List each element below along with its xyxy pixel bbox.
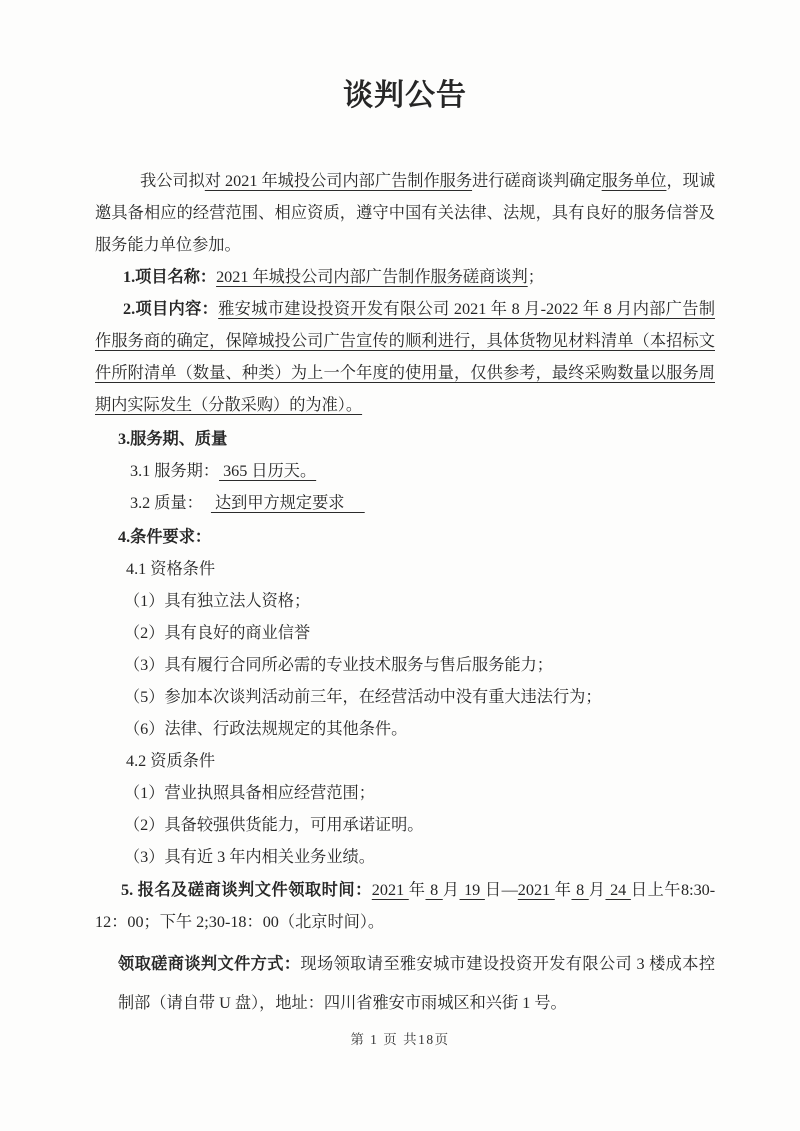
text-segment: 2021 (371, 881, 409, 899)
text-segment: 对 2021 年城投公司内部广告制作服务 (204, 172, 473, 190)
credential-item-1 (95, 777, 715, 809)
text-segment: 2.项目内容： (123, 300, 219, 318)
text-segment: （2）具备较强供货能力，可用承诺证明。 (124, 816, 424, 834)
item-2-project-content (95, 293, 715, 421)
text-segment: 雅安城市建设投资开发有限公司 2021 年 8 月-2022 年 8 月内部广告制作服务商的确定，保障城投公司广告宣传的顺利进行，具体货物见材料清单（本招标文件所附清单（数量、种类）为上一个年度的使用量，仅供参考，最终采购数量以服务周期内实际发生（分散采购）的为准）。 (95, 300, 716, 414)
text-segment: 领取磋商谈判文件方式： (118, 955, 301, 973)
item-3-service-period-heading (95, 423, 715, 455)
qualification-item-2 (95, 617, 715, 649)
qualification-item-3 (95, 649, 715, 681)
text-segment: 5. 报名及磋商谈判文件领取时间： (121, 881, 372, 899)
text-segment: 4.条件要求： (118, 528, 212, 546)
text-segment: 2021 年城投公司内部广告制作服务磋商谈判 (216, 268, 528, 286)
text-segment: （2）具有良好的商业信誉 (124, 624, 311, 642)
text-segment: （6）法律、行政法规规定的其他条件。 (124, 720, 408, 738)
item-5-document-collection-time (95, 874, 715, 938)
page-title: 谈判公告 (343, 79, 467, 112)
page-footer: 第 1 页 共18页 (350, 1032, 450, 1047)
text-segment (195, 494, 211, 512)
text-segment: （1）具有独立法人资格； (124, 592, 311, 610)
text-segment: 24 (605, 881, 631, 899)
document-body (95, 165, 715, 1023)
document-collection-method (95, 945, 715, 1023)
text-segment: 现场领取请至雅安城市建设投资开发有限公司 3 楼成本控制部（请自带 U 盘），地址：四川省雅安市雨城区和兴街 1 号。 (118, 955, 716, 1012)
text-segment: 4.2 资质条件 (126, 752, 216, 770)
qualification-item-6 (95, 713, 715, 745)
text-segment: 年 (408, 881, 426, 899)
text-segment: 19 (459, 881, 485, 899)
text-segment: ，现诚邀具备相应的经营范围、相应资质，遵守中国有关法律、法规，具有良好的服务信誉及服务能力单位参加。 (95, 172, 716, 254)
item-3-2-quality (95, 487, 715, 519)
intro-paragraph (95, 165, 715, 261)
item-1-project-name (95, 261, 715, 293)
credential-item-2 (95, 809, 715, 841)
text-segment: （3）具有近 3 年内相关业务业绩。 (124, 848, 375, 866)
text-segment: 日上午8:30-12：00；下午 2;30-18：00（北京时间）。 (95, 881, 716, 931)
text-segment: 1.项目名称： (123, 268, 217, 286)
item-4-conditions-heading (95, 521, 715, 553)
text-segment: 8 (571, 881, 589, 899)
text-segment: 年 (554, 881, 572, 899)
text-segment: 服务单位 (601, 172, 667, 190)
text-segment: 我公司拟 (140, 172, 205, 190)
text-segment: 3.1 服务期： (130, 462, 220, 480)
text-segment: 月 (442, 881, 460, 899)
text-segment: ； (527, 268, 544, 286)
text-segment: 2021 (517, 881, 555, 899)
text-segment: 月 (588, 881, 606, 899)
credential-item-3 (95, 841, 715, 873)
qualification-item-1 (95, 585, 715, 617)
text-segment: 进行磋商谈判确定 (472, 172, 602, 190)
text-segment: 达到甲方规定要求 (210, 494, 365, 512)
item-4-1-qualification-heading (95, 553, 715, 585)
text-segment: 日— (484, 881, 518, 899)
qualification-item-5 (95, 681, 715, 713)
item-4-2-credential-heading (95, 745, 715, 777)
text-segment: 3.服务期、质量 (118, 430, 228, 448)
item-3-1-service-period (95, 455, 715, 487)
text-segment: 4.1 资格条件 (126, 560, 216, 578)
text-segment: （5）参加本次谈判活动前三年，在经营活动中没有重大违法行为； (124, 688, 602, 706)
text-segment: 8 (425, 881, 443, 899)
text-segment: （3）具有履行合同所必需的专业技术服务与售后服务能力； (124, 656, 553, 674)
text-segment: 365 日历天。 (219, 462, 317, 480)
text-segment: （1）营业执照具备相应经营范围； (124, 784, 375, 802)
text-segment: 3.2 质量： (130, 494, 195, 512)
